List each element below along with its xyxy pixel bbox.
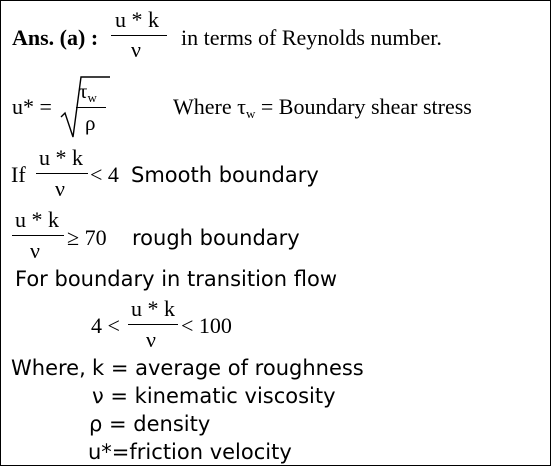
sqrt-denominator: ρ (85, 111, 96, 135)
smooth-boundary-label: Smooth boundary (131, 163, 319, 187)
sqrt-numerator: $\tau_w$ (79, 79, 97, 105)
fraction-bar (36, 173, 88, 174)
if-label: If (11, 162, 26, 187)
definition-nu: ν = kinematic viscosity (92, 384, 336, 408)
fraction-numerator: u * k (131, 296, 175, 321)
fraction-denominator: ν (30, 238, 40, 263)
fraction-bar (12, 235, 64, 236)
definition-u: u*=friction velocity (88, 440, 292, 464)
transition-lower-bound: 4 < (91, 313, 120, 338)
fraction-denominator: ν (146, 327, 156, 352)
answer-label: Ans. (a) : (12, 25, 99, 50)
reynolds-text: in terms of Reynolds number. (181, 25, 442, 50)
fraction-bar (128, 324, 178, 325)
where-label: Where, (11, 356, 86, 380)
rough-condition: ≥ 70 (67, 225, 107, 250)
transition-flow-heading: For boundary in transition flow (15, 267, 338, 291)
fraction-numerator: u * k (15, 207, 59, 232)
fraction-numerator: u * k (39, 145, 83, 170)
smooth-condition: < 4 (90, 162, 119, 187)
shear-stress-definition: Where $\tau_w$ = Boundary shear stress (173, 94, 472, 121)
fraction-denominator: ν (131, 37, 141, 62)
fraction-denominator: ν (55, 176, 65, 201)
friction-velocity-lhs: u* = (12, 94, 52, 119)
definition-rho: ρ = density (89, 412, 211, 436)
rough-boundary-label: rough boundary (132, 226, 300, 250)
transition-upper-bound: < 100 (181, 313, 232, 338)
sqrt-fraction-bar (76, 107, 106, 108)
definition-k: k = average of roughness (92, 356, 364, 380)
fraction-numerator: u * k (115, 7, 159, 32)
